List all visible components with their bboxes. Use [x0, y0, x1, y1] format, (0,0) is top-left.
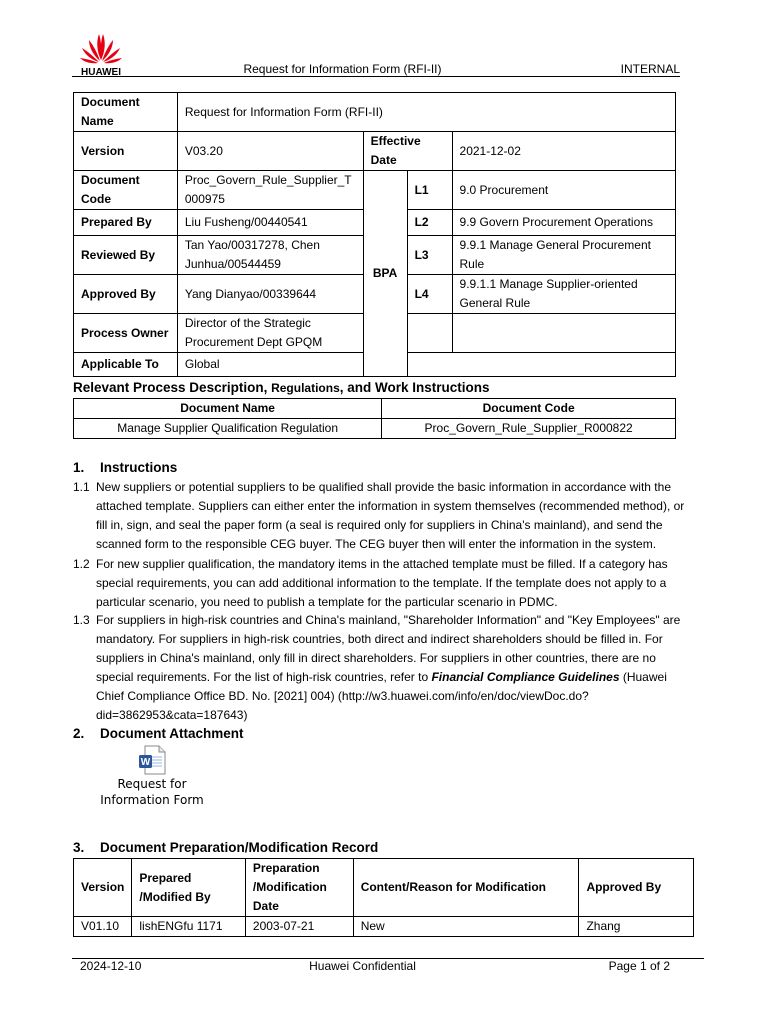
record-col-prepared-line-2: /Modified By [139, 889, 211, 904]
effective-date-label: Effective Date [363, 132, 452, 171]
record-col-prepared [132, 859, 246, 917]
logo-text: HUAWEI [81, 67, 121, 78]
record-title: Document Preparation/Modification Record [100, 840, 379, 855]
prepared-by-value: Liu Fusheng/00440541 [177, 210, 363, 236]
effective-date-value: 2021-12-02 [452, 132, 675, 171]
record-col-date-line-2: /Modification [252, 880, 327, 894]
level-l1-label: L1 [407, 171, 452, 210]
modification-record-table [73, 858, 694, 937]
record-col-approved: Approved By [579, 859, 694, 917]
document-info-table [73, 92, 676, 377]
record-row-approved: Zhang [579, 917, 694, 937]
version-value: V03.20 [177, 132, 363, 171]
record-col-date-line-1: Preparation [252, 861, 320, 875]
process-owner-label: Process Owner [74, 314, 178, 353]
relevant-heading-part-b: Regulations [271, 381, 340, 395]
record-col-content: Content/Reason for Modification [353, 859, 579, 917]
prepared-by-label: Prepared By [74, 210, 178, 236]
record-number: 3. [73, 840, 85, 855]
record-col-prepared-line-1: Prepared [139, 870, 192, 885]
relevant-heading-part-c: , and Work Instructions [339, 380, 490, 395]
empty-level-label [407, 314, 452, 353]
relevant-documents-table [73, 398, 676, 439]
header-classification: INTERNAL [620, 62, 680, 76]
approved-by-label: Approved By [74, 275, 178, 314]
attachment-label [100, 776, 204, 808]
header-divider [72, 76, 680, 77]
record-col-version: Version [74, 859, 132, 917]
level-l2-value: 9.9 Govern Procurement Operations [452, 210, 675, 236]
relevant-row-name: Manage Supplier Qualification Regulation [74, 419, 382, 439]
financial-compliance-guidelines-ref: Financial Compliance Guidelines [431, 670, 620, 684]
footer-confidential: Huawei Confidential [309, 959, 416, 973]
word-icon-letter: W [140, 757, 151, 768]
relevant-col-document-name: Document Name [74, 399, 382, 419]
process-owner-value: Director of the Strategic Procurement Dept GPQM [177, 314, 363, 353]
instruction-3-text-a: For suppliers in high-risk countries and China's mainland, "Shareholder Information" and "Key Employees" are mandatory. For suppliers in high-risk countries, both direct and indirect shareholders should be filled in. For suppliers in China's mainland, only fill in direct shareholders. For suppliers in other countries, there are no special requirements. For the list of high-risk countries, refer to [96, 613, 681, 684]
relevant-col-document-code: Document Code [382, 399, 676, 419]
attachment-number: 2. [73, 726, 85, 741]
attachment-heading [73, 726, 244, 741]
relevant-documents-heading [73, 380, 490, 395]
level-l3-value: 9.9.1 Manage General Procurement Rule [452, 236, 675, 275]
applicable-to-value: Global [177, 353, 675, 377]
empty-level-value [452, 314, 675, 353]
instruction-paragraph-3 [73, 611, 693, 725]
instruction-3-number: 1.3 [73, 613, 90, 627]
huawei-logo [76, 30, 126, 78]
level-l1-value: 9.0 Procurement [452, 171, 675, 210]
header-title: Request for Information Form (RFI-II) [243, 62, 442, 76]
relevant-heading-part-a: Relevant Process Description, [73, 380, 272, 395]
footer-date: 2024-12-10 [80, 959, 142, 973]
instruction-1-text: New suppliers or potential suppliers to be qualified shall provide the basic information in accordance with the attached template. Suppliers can either enter the information in system themselves (recommended method), or fill in, sign, and seal the paper form (a seal is required only for suppliers in China's mainland), and send the scanned form to the responsible CEG buyer. The CEG buyer then will enter the information in the system. [96, 480, 685, 551]
instruction-2-text: For new supplier qualification, the mandatory items in the attached template must be filled. If a category has special requirements, you can add additional information to the template. If the template does not apply to a particular scenario, you need to publish a template for the particular scenario in PDMC. [96, 557, 668, 609]
document-name-value: Request for Information Form (RFI-II) [177, 93, 675, 132]
attachment-label-line-2: Information Form [100, 793, 204, 807]
version-label: Version [74, 132, 178, 171]
word-document-icon [137, 745, 167, 775]
applicable-to-label: Applicable To [74, 353, 178, 377]
document-code-label: Document Code [74, 171, 178, 210]
record-col-date [245, 859, 353, 917]
instruction-3-text-b: (Huawei Chief Compliance Office BD. No. [2021] 004) (http://w3.huawei.com/info/en/doc/viewDoc.do?did=3862953&cata=187643) [96, 670, 667, 722]
huawei-flower-icon [76, 30, 126, 78]
instructions-title: Instructions [100, 460, 178, 475]
instruction-2-number: 1.2 [73, 557, 90, 571]
attachment-title: Document Attachment [100, 726, 244, 741]
attachment-file[interactable] [100, 745, 204, 808]
relevant-row-code: Proc_Govern_Rule_Supplier_R000822 [382, 419, 676, 439]
instruction-3-text [96, 611, 693, 725]
record-col-date-line-3: Date [252, 899, 279, 913]
instructions-heading [73, 460, 177, 475]
level-l3-label: L3 [407, 236, 452, 275]
level-l2-label: L2 [407, 210, 452, 236]
level-l4-label: L4 [407, 275, 452, 314]
record-heading [73, 840, 378, 855]
footer-page-number: Page 1 of 2 [608, 959, 670, 973]
record-row-prepared: lishENGfu 1171 [132, 917, 246, 937]
reviewed-by-label: Reviewed By [74, 236, 178, 275]
reviewed-by-value: Tan Yao/00317278, Chen Junhua/00544459 [177, 236, 363, 275]
attachment-label-line-1: Request for [117, 777, 187, 791]
record-row-content: New [353, 917, 579, 937]
level-l4-value: 9.9.1.1 Manage Supplier-oriented General Rule [452, 275, 675, 314]
instruction-paragraph-2 [73, 555, 693, 612]
document-code-value: Proc_Govern_Rule_Supplier_T000975 [177, 171, 363, 210]
approved-by-value: Yang Dianyao/00339644 [177, 275, 363, 314]
record-row-date: 2003-07-21 [245, 917, 353, 937]
bpa-label: BPA [363, 171, 407, 377]
table-row [74, 917, 694, 937]
document-name-label: Document Name [74, 93, 178, 132]
instruction-paragraph-1 [73, 478, 693, 554]
instructions-number: 1. [73, 460, 85, 475]
instruction-1-number: 1.1 [73, 480, 90, 494]
record-row-version: V01.10 [74, 917, 132, 937]
